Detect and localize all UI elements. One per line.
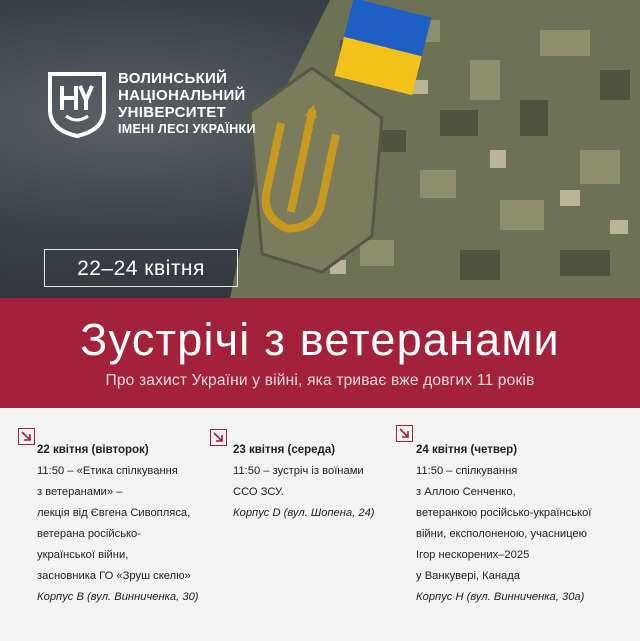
university-name-line-1: ВОЛИНСЬКИЙ — [118, 70, 228, 87]
schedule-line: 11:50 – зустріч із воїнами — [233, 465, 364, 477]
schedule-line: з Аллою Сенченко, — [416, 486, 516, 498]
event-dates: 22–24 квітня — [44, 249, 238, 287]
university-name-line-3: УНІВЕРСИТЕТ — [118, 104, 227, 121]
university-name-line-2: НАЦІОНАЛЬНИЙ — [118, 87, 246, 104]
schedule-line: лекція від Євгена Сивопляса, — [37, 507, 191, 519]
schedule-location: Корпус D (вул. Шопена, 24) — [233, 507, 375, 519]
schedule-day-title: 24 квітня (четвер) — [416, 444, 518, 456]
schedule-location: Корпус Н (вул. Винниченка, 30а) — [416, 591, 585, 603]
event-subtitle: Про захист України у війні, яка триває вже довгих 11 років — [105, 372, 535, 389]
event-title: Зустрічі з ветеранами — [80, 314, 560, 365]
schedule-line: 11:50 – спілкування — [416, 465, 518, 477]
arrow-down-right-icon — [18, 428, 35, 445]
schedule-line: 11:50 – «Етика спілкування — [37, 465, 178, 477]
schedule-line: війни, експолоненою, учасницею — [416, 528, 588, 540]
schedule-line: ССО ЗСУ. — [233, 486, 284, 498]
schedule-line: у Ванкувері, Канада — [416, 570, 521, 582]
schedule-line: ветеранкою російсько-української — [416, 507, 592, 519]
university-name-line-4: ІМЕНІ ЛЕСІ УКРАЇНКИ — [118, 122, 256, 136]
schedule-day-title: 23 квітня (середа) — [233, 444, 336, 456]
university-logo — [46, 70, 256, 138]
schedule-location: Корпус В (вул. Винниченка, 30) — [37, 591, 199, 603]
university-emblem-icon — [46, 70, 108, 138]
schedule-line: Ігор нескорених–2025 — [416, 549, 530, 561]
arrow-down-right-icon — [396, 425, 413, 442]
schedule-line: ветерана російсько- — [37, 528, 142, 540]
hero-photo — [0, 0, 640, 298]
schedule-line: української війни, — [37, 549, 129, 561]
arrow-down-right-icon — [210, 429, 227, 446]
schedule-day-title: 22 квітня (вівторок) — [37, 444, 149, 456]
schedule-line: з ветеранами» – — [37, 486, 123, 498]
schedule-line: засновника ГО «Зруш скелю» — [37, 570, 191, 582]
